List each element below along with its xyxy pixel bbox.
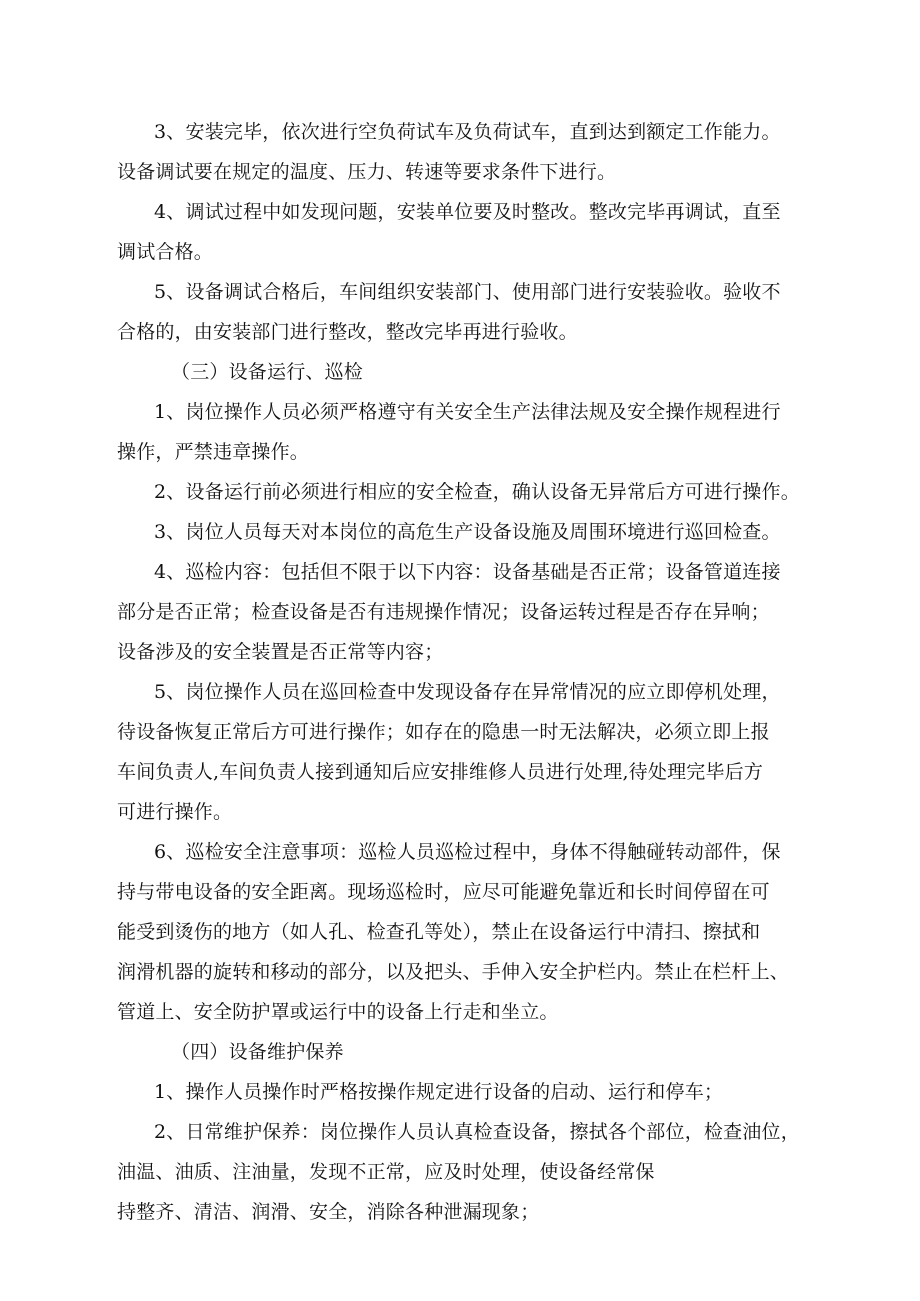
paragraph-line: 调试合格。 — [117, 241, 214, 263]
paragraph-line: 部分是否正常；检查设备是否有违规操作情况；设备运转过程是否存在异响； — [117, 601, 770, 623]
paragraph-line: 操作，严禁违章操作。 — [117, 441, 310, 463]
paragraph-line: 可进行操作。 — [117, 801, 233, 823]
paragraph-line: 持整齐、清洁、润滑、安全，消除各种泄漏现象； — [117, 1201, 540, 1223]
paragraph-line: 2、日常维护保养：岗位操作人员认真检查设备，擦拭各个部位，检查油位， — [154, 1121, 800, 1143]
paragraph-line: 4、调试过程中如发现问题，安装单位要及时整改。整改完毕再调试，直至 — [154, 201, 781, 223]
paragraph-line: 5、设备调试合格后，车间组织安装部门、使用部门进行安装验收。验收不 — [154, 281, 781, 303]
section-heading: （四）设备维护保养 — [171, 1041, 344, 1063]
paragraph-line: 能受到烫伤的地方（如人孔、检查孔等处），禁止在设备运行中清扫、擦拭和 — [117, 921, 761, 943]
paragraph-line: 1、岗位操作人员必须严格遵守有关安全生产法律法规及安全操作规程进行 — [154, 401, 781, 423]
paragraph-line: 3、安装完毕，依次进行空负荷试车及负荷试车，直到达到额定工作能力。 — [154, 121, 781, 143]
paragraph-line: 润滑机器的旋转和移动的部分，以及把头、手伸入安全护栏内。禁止在栏杆上、 — [117, 961, 790, 983]
paragraph-line: 1、操作人员操作时严格按操作规定进行设备的启动、运行和停车； — [154, 1081, 724, 1103]
paragraph-line: 持与带电设备的安全距离。现场巡检时，应尽可能避免靠近和长时间停留在可 — [117, 881, 770, 903]
paragraph-line: 4、巡检内容：包括但不限于以下内容：设备基础是否正常；设备管道连接 — [154, 561, 781, 583]
paragraph-line: 管道上、安全防护罩或运行中的设备上行走和坐立。 — [117, 1001, 559, 1023]
paragraph-line: 设备涉及的安全装置是否正常等内容； — [117, 641, 444, 663]
paragraph-line: 2、设备运行前必须进行相应的安全检查，确认设备无异常后方可进行操作。 — [154, 481, 800, 503]
paragraph-line: 待设备恢复正常后方可进行操作；如存在的隐患一时无法解决，必须立即上报 — [117, 721, 770, 743]
paragraph-line: 6、巡检安全注意事项：巡检人员巡检过程中，身体不得触碰转动部件，保 — [154, 841, 781, 863]
paragraph-line: 合格的，由安装部门进行整改，整改完毕再进行验收。 — [117, 321, 578, 343]
paragraph-line: 设备调试要在规定的温度、压力、转速等要求条件下进行。 — [117, 161, 617, 183]
paragraph-line: 3、岗位人员每天对本岗位的高危生产设备设施及周围环境进行巡回检查。 — [154, 521, 781, 543]
paragraph-line: 油温、油质、注油量，发现不正常，应及时处理，使设备经常保 — [117, 1161, 655, 1183]
paragraph-line: 车间负责人,车间负责人接到通知后应安排维修人员进行处理,待处理完毕后方 — [117, 761, 764, 783]
paragraph-line: 5、岗位操作人员在巡回检查中发现设备存在异常情况的应立即停机处理， — [154, 681, 781, 703]
section-heading: （三）设备运行、巡检 — [171, 361, 364, 383]
